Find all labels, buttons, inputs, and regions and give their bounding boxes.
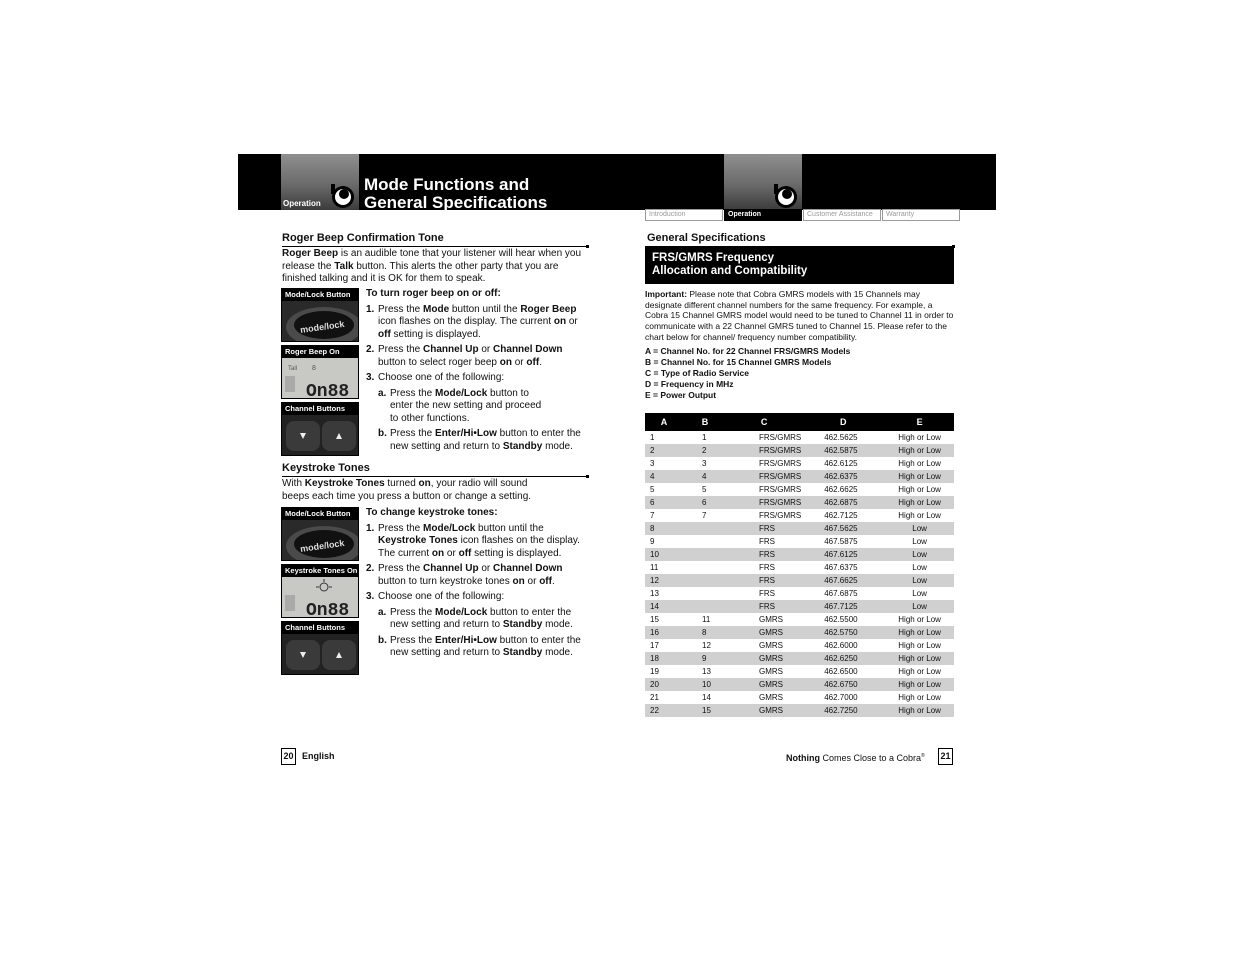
- table-cell: 9: [683, 652, 727, 665]
- table-row: [645, 691, 954, 704]
- table-cell: Low: [912, 563, 927, 572]
- table-cell: Low: [885, 522, 954, 535]
- table-cell: GMRS: [727, 678, 801, 691]
- table-header-row: [645, 413, 954, 431]
- table-cell: 462.6875: [801, 496, 885, 509]
- table-cell: 14: [702, 693, 711, 702]
- table-cell: 462.6125: [824, 459, 858, 468]
- table-cell: FRS: [727, 600, 801, 613]
- left-section-tab: [281, 154, 359, 210]
- table-row: [645, 665, 954, 678]
- roger-beep-heading: Roger Beep Confirmation Tone: [282, 232, 587, 247]
- table-cell: Low: [885, 548, 954, 561]
- table-row: [645, 652, 954, 665]
- table-cell: 467.7125: [801, 600, 885, 613]
- table-cell: 6: [645, 496, 683, 509]
- table-cell: High or Low: [898, 485, 941, 494]
- table-cell: 10: [683, 678, 727, 691]
- table-cell: 467.5875: [824, 537, 858, 546]
- table-cell: FRS: [759, 563, 775, 572]
- table-cell: 462.5875: [801, 444, 885, 457]
- right-footer-slogan: Nothing Comes Close to a Cobra®: [786, 753, 925, 763]
- nav-tab-introduction[interactable]: Introduction: [645, 209, 723, 221]
- svg-text:On88: On88: [306, 601, 350, 619]
- table-cell: FRS/GMRS: [727, 444, 801, 457]
- table-cell: 13: [650, 589, 659, 598]
- table-cell: 4: [645, 470, 683, 483]
- table-cell: GMRS: [759, 641, 783, 650]
- radio-icon: [768, 180, 798, 210]
- table-cell: Low: [912, 589, 927, 598]
- table-cell: FRS: [759, 589, 775, 598]
- table-row: [645, 483, 954, 496]
- page-title: Mode Functions and General Specifications: [364, 175, 548, 212]
- table-cell: [683, 574, 727, 587]
- table-cell: High or Low: [885, 652, 954, 665]
- nav-tab-customer-assistance[interactable]: Customer Assistance: [803, 209, 881, 221]
- table-row: [645, 626, 954, 639]
- table-cell: 462.6625: [824, 485, 858, 494]
- table-cell: 12: [702, 641, 711, 650]
- table-cell: [683, 600, 727, 613]
- svg-text:On88: On88: [306, 382, 350, 400]
- table-cell: 5: [702, 485, 707, 494]
- table-cell: GMRS: [727, 704, 801, 717]
- table-cell: 12: [645, 574, 683, 587]
- table-cell: High or Low: [898, 615, 941, 624]
- table-cell: 18: [645, 652, 683, 665]
- table-cell: High or Low: [898, 693, 941, 702]
- table-cell: FRS/GMRS: [727, 470, 801, 483]
- legend-item: B = Channel No. for 15 Channel GMRS Models: [645, 357, 832, 367]
- table-cell: 9: [650, 537, 655, 546]
- table-cell: GMRS: [759, 667, 783, 676]
- channel-buttons-image: Channel Buttons: [281, 621, 359, 675]
- table-cell: 11: [650, 563, 659, 572]
- table-header-cell: D: [801, 413, 885, 431]
- table-body: [645, 431, 954, 717]
- table-cell: 8: [683, 626, 727, 639]
- table-cell: 3: [702, 459, 707, 468]
- table-header-cell: C: [727, 413, 801, 431]
- svg-text:8: 8: [312, 365, 316, 372]
- mode-lock-button-image: Mode/Lock Button mode/lock: [281, 288, 359, 342]
- section-tab-label: Operation: [283, 199, 321, 208]
- table-cell: 15: [650, 615, 659, 624]
- table-cell: FRS: [727, 548, 801, 561]
- table-row: [645, 704, 954, 717]
- table-cell: High or Low: [898, 667, 941, 676]
- table-cell: 7: [702, 511, 707, 520]
- table-cell: 462.7000: [824, 693, 858, 702]
- table-cell: Low: [912, 537, 927, 546]
- table-cell: 467.6625: [801, 574, 885, 587]
- keystroke-tones-steps: To change keystroke tones: 1. Press the Mode/Lock button until the Keystroke Tones icon flashes on the display. The current on or off setting is displayed. 2. Press the Channel Up or Channel Down button to turn keystroke tones on or off. 3. Choose one of the following: a. Press the Mode/Lock button to enter the new setting and return to Standby mode. b. Press the Enter/Hi•Low button to enter the new setting and return to Standby mode.: [366, 507, 581, 658]
- table-header-cell: E: [885, 413, 954, 431]
- frs-gmrs-box-title: FRS/GMRS Frequency Allocation and Compatibility: [645, 246, 954, 284]
- legend-item: D = Frequency in MHz: [645, 379, 734, 389]
- table-row: [645, 561, 954, 574]
- table-cell: 6: [683, 496, 727, 509]
- keystroke-tones-heading: Keystroke Tones: [282, 462, 587, 477]
- table-cell: FRS/GMRS: [727, 496, 801, 509]
- table-cell: 7: [650, 511, 655, 520]
- right-section-tab: [724, 154, 802, 210]
- table-cell: 462.6500: [824, 667, 858, 676]
- table-header-cell: B: [683, 413, 727, 431]
- table-cell: 11: [702, 615, 711, 624]
- radio-icon: [325, 180, 355, 210]
- table-cell: 3: [650, 459, 655, 468]
- table-cell: High or Low: [885, 444, 954, 457]
- table-cell: High or Low: [898, 433, 941, 442]
- nav-tab-warranty[interactable]: Warranty: [882, 209, 960, 221]
- nav-tab-operation[interactable]: Operation: [724, 209, 802, 221]
- table-cell: High or Low: [885, 470, 954, 483]
- table-cell: 8: [645, 522, 683, 535]
- table-cell: High or Low: [898, 459, 941, 468]
- table-legend: [645, 346, 850, 401]
- svg-text:mode/lock: mode/lock: [299, 318, 345, 336]
- table-cell: Low: [885, 600, 954, 613]
- table-cell: FRS: [727, 522, 801, 535]
- table-row: [645, 444, 954, 457]
- table-row: [645, 535, 954, 548]
- legend-item: E = Power Output: [645, 390, 717, 400]
- table-cell: GMRS: [759, 615, 783, 624]
- table-cell: 21: [650, 693, 659, 702]
- svg-text:mode/lock: mode/lock: [299, 537, 345, 555]
- table-cell: 5: [650, 485, 655, 494]
- table-row: [645, 431, 954, 444]
- table-cell: 462.6375: [801, 470, 885, 483]
- table-cell: High or Low: [885, 678, 954, 691]
- table-cell: 13: [702, 667, 711, 676]
- roger-beep-display-image: Roger Beep On Tall 8 On88: [281, 345, 359, 399]
- table-cell: 2: [683, 444, 727, 457]
- table-cell: FRS: [727, 574, 801, 587]
- table-cell: 19: [650, 667, 659, 676]
- table-cell: 462.7125: [824, 511, 858, 520]
- table-cell: 10: [645, 548, 683, 561]
- table-row: [645, 509, 954, 522]
- table-cell: 467.6875: [824, 589, 858, 598]
- svg-text:Tall: Tall: [288, 366, 298, 372]
- table-cell: 2: [645, 444, 683, 457]
- table-row: [645, 600, 954, 613]
- table-cell: 462.5750: [801, 626, 885, 639]
- table-row: [645, 574, 954, 587]
- table-row: [645, 548, 954, 561]
- table-cell: High or Low: [885, 626, 954, 639]
- table-cell: 17: [650, 641, 659, 650]
- left-page-number: 20: [281, 748, 296, 765]
- table-cell: FRS: [759, 537, 775, 546]
- table-cell: 467.6125: [801, 548, 885, 561]
- table-cell: [683, 587, 727, 600]
- table-cell: 1: [702, 433, 707, 442]
- table-cell: 467.6375: [824, 563, 858, 572]
- table-cell: 22: [645, 704, 683, 717]
- table-cell: FRS/GMRS: [759, 433, 802, 442]
- table-row: [645, 470, 954, 483]
- table-cell: 14: [645, 600, 683, 613]
- table-cell: High or Low: [885, 496, 954, 509]
- table-cell: [683, 535, 727, 548]
- table-header-cell: A: [645, 413, 683, 431]
- keystroke-tones-display-image: Keystroke Tones On On88: [281, 564, 359, 618]
- table-cell: [683, 548, 727, 561]
- table-cell: 462.6750: [801, 678, 885, 691]
- table-cell: 20: [645, 678, 683, 691]
- table-cell: [683, 522, 727, 535]
- table-cell: 462.5500: [824, 615, 858, 624]
- general-specifications-heading: General Specifications: [647, 232, 953, 247]
- table-row: [645, 678, 954, 691]
- table-cell: 1: [650, 433, 655, 442]
- table-row: [645, 587, 954, 600]
- table-row: [645, 457, 954, 470]
- roger-beep-intro: Roger Beep is an audible tone that your listener will hear when you release the Talk button. This alerts the other party that you are finished talking and it is OK for them to speak.: [282, 248, 582, 284]
- left-footer-language: English: [302, 751, 335, 761]
- table-cell: 462.5625: [824, 433, 858, 442]
- table-cell: FRS/GMRS: [759, 485, 802, 494]
- legend-item: C = Type of Radio Service: [645, 368, 750, 378]
- frequency-table: [645, 413, 954, 717]
- table-cell: 462.7250: [801, 704, 885, 717]
- important-note: Important: Please note that Cobra GMRS models with 15 Channels may designate different channel numbers for the same frequency. For example, a Cobra 15 Channel GMRS model would need to be tuned to Channel 11 in order to communicate with a 22 Channel GMRS tuned to Channel 15. Please refer to the chart below for channel/ frequency number compatibility.: [645, 289, 954, 342]
- table-cell: 4: [683, 470, 727, 483]
- channel-buttons-image: Channel Buttons: [281, 402, 359, 456]
- table-cell: FRS/GMRS: [759, 459, 802, 468]
- table-cell: 467.5625: [801, 522, 885, 535]
- table-cell: 462.6000: [824, 641, 858, 650]
- table-cell: High or Low: [898, 641, 941, 650]
- table-cell: High or Low: [885, 704, 954, 717]
- table-row: [645, 496, 954, 509]
- table-cell: High or Low: [898, 511, 941, 520]
- table-cell: GMRS: [727, 626, 801, 639]
- table-cell: [683, 561, 727, 574]
- mode-lock-button-image: Mode/Lock Button mode/lock: [281, 507, 359, 561]
- table-cell: 15: [683, 704, 727, 717]
- table-cell: 16: [645, 626, 683, 639]
- table-row: [645, 613, 954, 626]
- roger-beep-steps: To turn roger beep on or off: 1. Press the Mode button until the Roger Beep icon flashes on the display. The current on or off setting is displayed. 2. Press the Channel Up or Channel Down button to select roger beep on or off. 3. Choose one of the following: a. Press the Mode/Lock button to enter the new setting and proceed to other functions. b. Press the Enter/Hi•Low button to enter the new setting and return to Standby mode.: [366, 288, 581, 452]
- manual-spread: [238, 154, 996, 774]
- table-cell: GMRS: [759, 693, 783, 702]
- keystroke-tones-intro: With Keystroke Tones turned on, your radio will sound beeps each time you press a button or change a setting.: [282, 478, 532, 502]
- table-cell: FRS/GMRS: [759, 511, 802, 520]
- table-cell: GMRS: [727, 652, 801, 665]
- table-row: [645, 522, 954, 535]
- right-page-number: 21: [938, 748, 953, 765]
- table-cell: Low: [885, 574, 954, 587]
- legend-item: A = Channel No. for 22 Channel FRS/GMRS Models: [645, 346, 851, 356]
- table-row: [645, 639, 954, 652]
- table-cell: 462.6250: [801, 652, 885, 665]
